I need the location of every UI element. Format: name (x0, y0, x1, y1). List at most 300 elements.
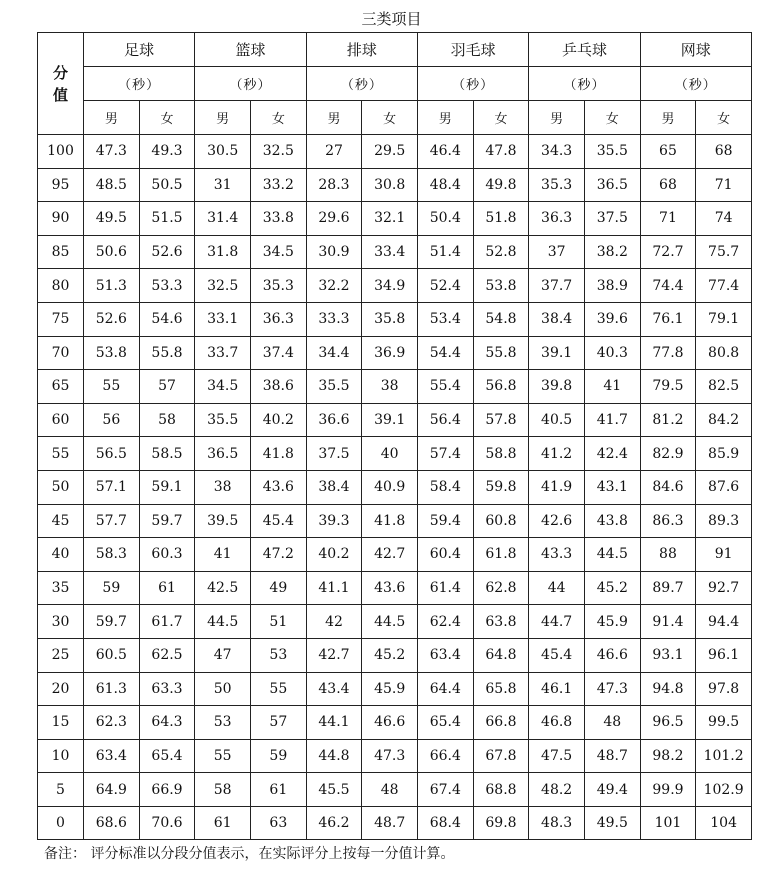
time-cell: 81.2 (640, 403, 696, 437)
time-cell: 86.3 (640, 504, 696, 538)
time-cell: 53 (250, 638, 306, 672)
time-cell: 62.3 (84, 706, 140, 740)
time-cell: 58.8 (473, 437, 529, 471)
sport-header: 足球 (84, 33, 195, 67)
time-cell: 37.5 (584, 202, 640, 236)
time-cell: 51.3 (84, 269, 140, 303)
time-cell: 60.8 (473, 504, 529, 538)
time-cell: 74 (696, 202, 752, 236)
time-cell: 52.6 (84, 302, 140, 336)
time-cell: 33.8 (250, 202, 306, 236)
score-cell: 80 (38, 269, 84, 303)
time-cell: 32.1 (362, 202, 418, 236)
time-cell: 35.3 (529, 168, 585, 202)
time-cell: 57.4 (417, 437, 473, 471)
time-cell: 57.1 (84, 470, 140, 504)
table-row (38, 504, 752, 538)
table-row (38, 202, 752, 236)
time-cell: 47.3 (362, 739, 418, 773)
time-cell: 44.5 (195, 605, 251, 639)
time-cell: 41.9 (529, 470, 585, 504)
time-cell: 50.6 (84, 235, 140, 269)
time-cell: 61 (250, 773, 306, 807)
table-row (38, 437, 752, 471)
score-cell: 40 (38, 538, 84, 572)
time-cell: 59.8 (473, 470, 529, 504)
score-cell: 30 (38, 605, 84, 639)
time-cell: 45.9 (362, 672, 418, 706)
time-cell: 57.8 (473, 403, 529, 437)
score-cell: 65 (38, 370, 84, 404)
time-cell: 63.8 (473, 605, 529, 639)
time-cell: 55.8 (139, 336, 195, 370)
sport-header-row (38, 33, 752, 67)
gender-row (38, 101, 752, 135)
time-cell: 41 (584, 370, 640, 404)
time-cell: 74.4 (640, 269, 696, 303)
time-cell: 85.9 (696, 437, 752, 471)
time-cell: 49 (250, 571, 306, 605)
time-cell: 55.4 (417, 370, 473, 404)
time-cell: 34.4 (306, 336, 362, 370)
time-cell: 56.8 (473, 370, 529, 404)
table-row (38, 571, 752, 605)
time-cell: 45.2 (584, 571, 640, 605)
time-cell: 28.3 (306, 168, 362, 202)
time-cell: 34.9 (362, 269, 418, 303)
time-cell: 60.3 (139, 538, 195, 572)
time-cell: 63.4 (84, 739, 140, 773)
time-cell: 41.8 (250, 437, 306, 471)
time-cell: 57 (250, 706, 306, 740)
time-cell: 47.3 (84, 135, 140, 169)
time-cell: 61.3 (84, 672, 140, 706)
time-cell: 71 (696, 168, 752, 202)
time-cell: 65.8 (473, 672, 529, 706)
time-cell: 41.2 (529, 437, 585, 471)
time-cell: 72.7 (640, 235, 696, 269)
time-cell: 30.5 (195, 135, 251, 169)
time-cell: 41.1 (306, 571, 362, 605)
gender-male-label: 男 (84, 101, 140, 135)
time-cell: 36.5 (195, 437, 251, 471)
time-cell: 41 (195, 538, 251, 572)
time-cell: 79.5 (640, 370, 696, 404)
time-cell: 40.2 (306, 538, 362, 572)
gender-male-label: 男 (640, 101, 696, 135)
time-cell: 77.8 (640, 336, 696, 370)
time-cell: 59.1 (139, 470, 195, 504)
time-cell: 94.8 (640, 672, 696, 706)
time-cell: 44.7 (529, 605, 585, 639)
time-cell: 42.7 (306, 638, 362, 672)
time-cell: 59 (250, 739, 306, 773)
time-cell: 27 (306, 135, 362, 169)
time-cell: 46.2 (306, 806, 362, 840)
time-cell: 84.6 (640, 470, 696, 504)
time-cell: 41.8 (362, 504, 418, 538)
table-row (38, 706, 752, 740)
time-cell: 67.8 (473, 739, 529, 773)
time-cell: 61.4 (417, 571, 473, 605)
time-cell: 54.8 (473, 302, 529, 336)
time-cell: 94.4 (696, 605, 752, 639)
time-cell: 29.5 (362, 135, 418, 169)
time-cell: 50 (195, 672, 251, 706)
time-cell: 84.2 (696, 403, 752, 437)
time-cell: 40.9 (362, 470, 418, 504)
time-cell: 39.8 (529, 370, 585, 404)
score-table (37, 32, 752, 840)
time-cell: 43.1 (584, 470, 640, 504)
time-cell: 40 (362, 437, 418, 471)
time-cell: 47 (195, 638, 251, 672)
time-cell: 33.1 (195, 302, 251, 336)
time-cell: 44 (529, 571, 585, 605)
time-cell: 52.8 (473, 235, 529, 269)
gender-female-label: 女 (696, 101, 752, 135)
time-cell: 61.7 (139, 605, 195, 639)
time-cell: 66.9 (139, 773, 195, 807)
time-cell: 46.1 (529, 672, 585, 706)
sport-header: 羽毛球 (417, 33, 528, 67)
time-cell: 32.5 (195, 269, 251, 303)
time-cell: 47.2 (250, 538, 306, 572)
time-cell: 37.7 (529, 269, 585, 303)
time-cell: 36.9 (362, 336, 418, 370)
score-cell: 100 (38, 135, 84, 169)
time-cell: 97.8 (696, 672, 752, 706)
time-cell: 39.5 (195, 504, 251, 538)
time-cell: 35.5 (306, 370, 362, 404)
time-cell: 33.3 (306, 302, 362, 336)
time-cell: 96.5 (640, 706, 696, 740)
table-row (38, 370, 752, 404)
time-cell: 68 (696, 135, 752, 169)
time-cell: 68.8 (473, 773, 529, 807)
time-cell: 71 (640, 202, 696, 236)
time-cell: 48.7 (584, 739, 640, 773)
unit-label: （秒） (195, 67, 306, 101)
time-cell: 55 (195, 739, 251, 773)
time-cell: 61 (195, 806, 251, 840)
time-cell: 88 (640, 538, 696, 572)
time-cell: 92.7 (696, 571, 752, 605)
time-cell: 31.4 (195, 202, 251, 236)
table-row (38, 538, 752, 572)
time-cell: 87.6 (696, 470, 752, 504)
time-cell: 53.4 (417, 302, 473, 336)
score-cell: 90 (38, 202, 84, 236)
score-cell: 45 (38, 504, 84, 538)
table-row (38, 739, 752, 773)
time-cell: 38.6 (250, 370, 306, 404)
time-cell: 75.7 (696, 235, 752, 269)
unit-row (38, 67, 752, 101)
score-cell: 25 (38, 638, 84, 672)
time-cell: 39.3 (306, 504, 362, 538)
time-cell: 62.8 (473, 571, 529, 605)
time-cell: 66.4 (417, 739, 473, 773)
score-cell: 15 (38, 706, 84, 740)
time-cell: 91.4 (640, 605, 696, 639)
time-cell: 48.4 (417, 168, 473, 202)
time-cell: 40.3 (584, 336, 640, 370)
time-cell: 65.4 (139, 739, 195, 773)
time-cell: 36.6 (306, 403, 362, 437)
time-cell: 64.8 (473, 638, 529, 672)
time-cell: 56.5 (84, 437, 140, 471)
time-cell: 54.4 (417, 336, 473, 370)
time-cell: 49.5 (84, 202, 140, 236)
time-cell: 45.9 (584, 605, 640, 639)
time-cell: 32.2 (306, 269, 362, 303)
time-cell: 63.3 (139, 672, 195, 706)
time-cell: 53.8 (84, 336, 140, 370)
time-cell: 46.6 (584, 638, 640, 672)
time-cell: 52.4 (417, 269, 473, 303)
unit-label: （秒） (417, 67, 528, 101)
time-cell: 82.5 (696, 370, 752, 404)
score-cell: 75 (38, 302, 84, 336)
time-cell: 35.5 (195, 403, 251, 437)
time-cell: 68.4 (417, 806, 473, 840)
time-cell: 50.5 (139, 168, 195, 202)
time-cell: 33.4 (362, 235, 418, 269)
time-cell: 64.3 (139, 706, 195, 740)
gender-male-label: 男 (529, 101, 585, 135)
time-cell: 40.2 (250, 403, 306, 437)
time-cell: 55.8 (473, 336, 529, 370)
time-cell: 38.2 (584, 235, 640, 269)
time-cell: 70.6 (139, 806, 195, 840)
time-cell: 96.1 (696, 638, 752, 672)
time-cell: 101 (640, 806, 696, 840)
time-cell: 53.8 (473, 269, 529, 303)
table-row (38, 135, 752, 169)
time-cell: 63.4 (417, 638, 473, 672)
time-cell: 61.8 (473, 538, 529, 572)
time-cell: 80.8 (696, 336, 752, 370)
time-cell: 34.5 (250, 235, 306, 269)
gender-male-label: 男 (306, 101, 362, 135)
time-cell: 48 (584, 706, 640, 740)
time-cell: 59.4 (417, 504, 473, 538)
time-cell: 99.5 (696, 706, 752, 740)
score-table-body (38, 135, 752, 840)
table-row (38, 672, 752, 706)
time-cell: 32.5 (250, 135, 306, 169)
gender-male-label: 男 (417, 101, 473, 135)
time-cell: 41.7 (584, 403, 640, 437)
score-cell: 70 (38, 336, 84, 370)
gender-female-label: 女 (584, 101, 640, 135)
time-cell: 49.8 (473, 168, 529, 202)
time-cell: 44.8 (306, 739, 362, 773)
sport-header: 网球 (640, 33, 751, 67)
time-cell: 64.4 (417, 672, 473, 706)
time-cell: 37 (529, 235, 585, 269)
time-cell: 42.6 (529, 504, 585, 538)
time-cell: 51.8 (473, 202, 529, 236)
time-cell: 98.2 (640, 739, 696, 773)
time-cell: 43.6 (362, 571, 418, 605)
time-cell: 48.5 (84, 168, 140, 202)
table-row (38, 302, 752, 336)
time-cell: 42.4 (584, 437, 640, 471)
time-cell: 104 (696, 806, 752, 840)
gender-female-label: 女 (250, 101, 306, 135)
time-cell: 36.5 (584, 168, 640, 202)
gender-female-label: 女 (139, 101, 195, 135)
time-cell: 30.8 (362, 168, 418, 202)
unit-label: （秒） (84, 67, 195, 101)
score-cell: 0 (38, 806, 84, 840)
time-cell: 45.4 (250, 504, 306, 538)
gender-female-label: 女 (362, 101, 418, 135)
score-cell: 20 (38, 672, 84, 706)
time-cell: 101.2 (696, 739, 752, 773)
time-cell: 49.5 (584, 806, 640, 840)
time-cell: 38 (362, 370, 418, 404)
unit-label: （秒） (306, 67, 417, 101)
time-cell: 35.8 (362, 302, 418, 336)
time-cell: 62.5 (139, 638, 195, 672)
time-cell: 69.8 (473, 806, 529, 840)
time-cell: 34.3 (529, 135, 585, 169)
time-cell: 58.5 (139, 437, 195, 471)
time-cell: 79.1 (696, 302, 752, 336)
time-cell: 45.2 (362, 638, 418, 672)
time-cell: 58.4 (417, 470, 473, 504)
time-cell: 54.6 (139, 302, 195, 336)
time-cell: 44.5 (362, 605, 418, 639)
time-cell: 44.5 (584, 538, 640, 572)
unit-label: （秒） (640, 67, 751, 101)
time-cell: 57.7 (84, 504, 140, 538)
score-cell: 10 (38, 739, 84, 773)
time-cell: 37.4 (250, 336, 306, 370)
table-row (38, 403, 752, 437)
score-cell: 55 (38, 437, 84, 471)
time-cell: 59.7 (139, 504, 195, 538)
time-cell: 39.6 (584, 302, 640, 336)
sport-header: 排球 (306, 33, 417, 67)
time-cell: 89.7 (640, 571, 696, 605)
time-cell: 63 (250, 806, 306, 840)
table-row (38, 235, 752, 269)
time-cell: 51 (250, 605, 306, 639)
time-cell: 48.2 (529, 773, 585, 807)
time-cell: 46.6 (362, 706, 418, 740)
time-cell: 76.1 (640, 302, 696, 336)
time-cell: 37.5 (306, 437, 362, 471)
score-cell: 85 (38, 235, 84, 269)
time-cell: 67.4 (417, 773, 473, 807)
time-cell: 38.4 (306, 470, 362, 504)
time-cell: 47.8 (473, 135, 529, 169)
time-cell: 33.2 (250, 168, 306, 202)
time-cell: 59.7 (84, 605, 140, 639)
time-cell: 68 (640, 168, 696, 202)
time-cell: 47.3 (584, 672, 640, 706)
score-cell: 50 (38, 470, 84, 504)
time-cell: 82.9 (640, 437, 696, 471)
time-cell: 51.5 (139, 202, 195, 236)
time-cell: 55 (84, 370, 140, 404)
time-cell: 35.3 (250, 269, 306, 303)
time-cell: 39.1 (362, 403, 418, 437)
time-cell: 68.6 (84, 806, 140, 840)
time-cell: 89.3 (696, 504, 752, 538)
time-cell: 60.4 (417, 538, 473, 572)
time-cell: 56.4 (417, 403, 473, 437)
time-cell: 39.1 (529, 336, 585, 370)
table-row (38, 470, 752, 504)
time-cell: 49.3 (139, 135, 195, 169)
footnote: 备注： 评分标准以分段分值表示，在实际评分上按每一分值计算。 (44, 846, 455, 862)
time-cell: 50.4 (417, 202, 473, 236)
time-cell: 52.6 (139, 235, 195, 269)
time-cell: 45.4 (529, 638, 585, 672)
time-cell: 43.4 (306, 672, 362, 706)
time-cell: 48 (362, 773, 418, 807)
table-row (38, 773, 752, 807)
time-cell: 53.3 (139, 269, 195, 303)
time-cell: 40.5 (529, 403, 585, 437)
time-cell: 42.5 (195, 571, 251, 605)
sport-header: 篮球 (195, 33, 306, 67)
time-cell: 43.3 (529, 538, 585, 572)
time-cell: 60.5 (84, 638, 140, 672)
time-cell: 65 (640, 135, 696, 169)
time-cell: 42.7 (362, 538, 418, 572)
score-cell: 5 (38, 773, 84, 807)
time-cell: 38.9 (584, 269, 640, 303)
time-cell: 30.9 (306, 235, 362, 269)
time-cell: 102.9 (696, 773, 752, 807)
time-cell: 61 (139, 571, 195, 605)
time-cell: 36.3 (529, 202, 585, 236)
time-cell: 77.4 (696, 269, 752, 303)
time-cell: 38.4 (529, 302, 585, 336)
unit-label: （秒） (529, 67, 640, 101)
time-cell: 51.4 (417, 235, 473, 269)
time-cell: 55 (250, 672, 306, 706)
time-cell: 66.8 (473, 706, 529, 740)
time-cell: 31 (195, 168, 251, 202)
time-cell: 36.3 (250, 302, 306, 336)
time-cell: 65.4 (417, 706, 473, 740)
time-cell: 58 (139, 403, 195, 437)
time-cell: 43.8 (584, 504, 640, 538)
time-cell: 64.9 (84, 773, 140, 807)
time-cell: 49.4 (584, 773, 640, 807)
time-cell: 31.8 (195, 235, 251, 269)
time-cell: 42 (306, 605, 362, 639)
time-cell: 29.6 (306, 202, 362, 236)
time-cell: 35.5 (584, 135, 640, 169)
table-row (38, 168, 752, 202)
score-cell: 95 (38, 168, 84, 202)
table-row (38, 269, 752, 303)
time-cell: 44.1 (306, 706, 362, 740)
time-cell: 62.4 (417, 605, 473, 639)
time-cell: 33.7 (195, 336, 251, 370)
table-row (38, 806, 752, 840)
time-cell: 34.5 (195, 370, 251, 404)
time-cell: 57 (139, 370, 195, 404)
